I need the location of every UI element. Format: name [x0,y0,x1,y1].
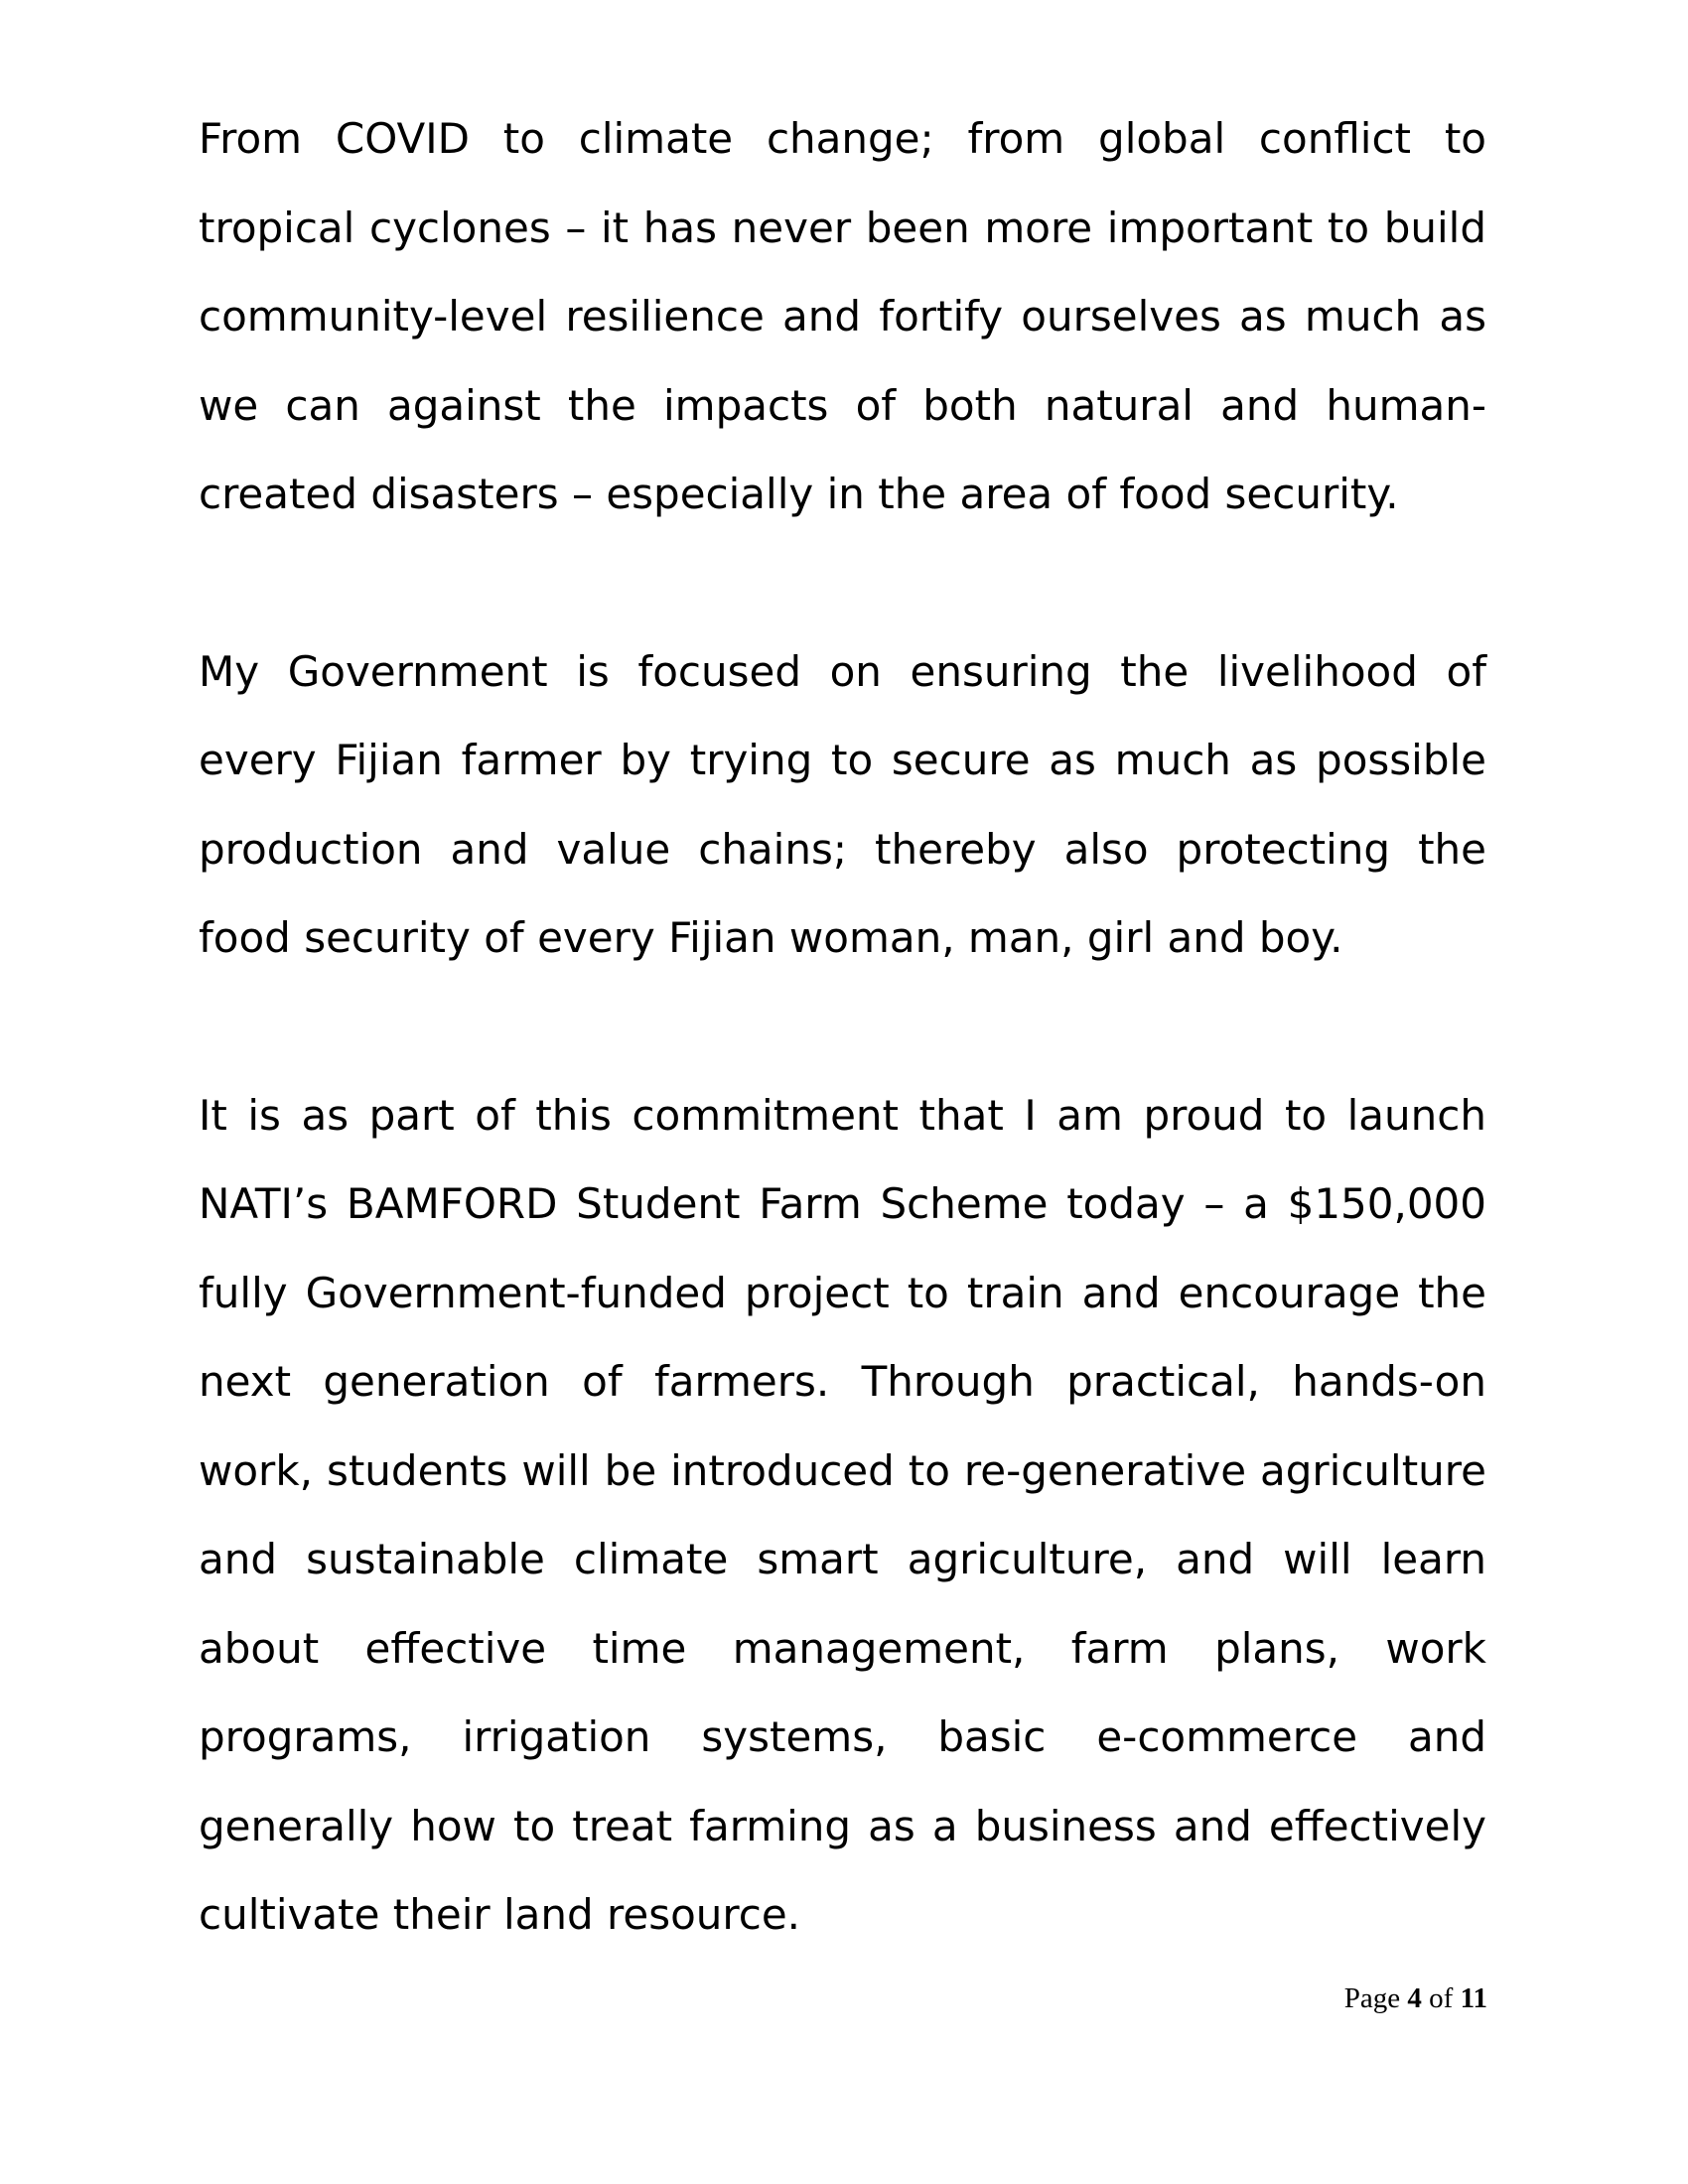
body-text [199,94,1486,2048]
total-page-count: 11 [1460,1982,1487,2014]
current-page-number: 4 [1407,1982,1422,2014]
page-separator: of [1421,1982,1461,2014]
paragraph-3: It is as part of this commitment that I am proud to launch NATI’s BAMFORD Student Farm Scheme today – a $150,000 fully Government-funded project to train and encourage the next generation of farmers. Through practical, hands-on work, students will be introduced to re-generative agriculture and sustainable climate smart agriculture, and will learn about effective time management, farm plans, work programs, irrigation systems, basic e-commerce and generally how to treat farming as a business and effectively cultivate their land resource. [199,1090,1486,1939]
paragraph-2: My Government is focused on ensuring the livelihood of every Fijian farmer by trying to secure as much as possible production and value chains; thereby also protecting the food security of every Fijian woman, man, girl and boy. [199,646,1486,962]
paragraph-1: From COVID to climate change; from global conflict to tropical cyclones – it has never been more important to build community-level resilience and fortify ourselves as much as we can against the impacts of both natural and human-created disasters – especially in the area of food security. [199,114,1486,518]
page-prefix: Page [1343,1982,1408,2014]
page-number-footer [1344,1982,1487,2015]
